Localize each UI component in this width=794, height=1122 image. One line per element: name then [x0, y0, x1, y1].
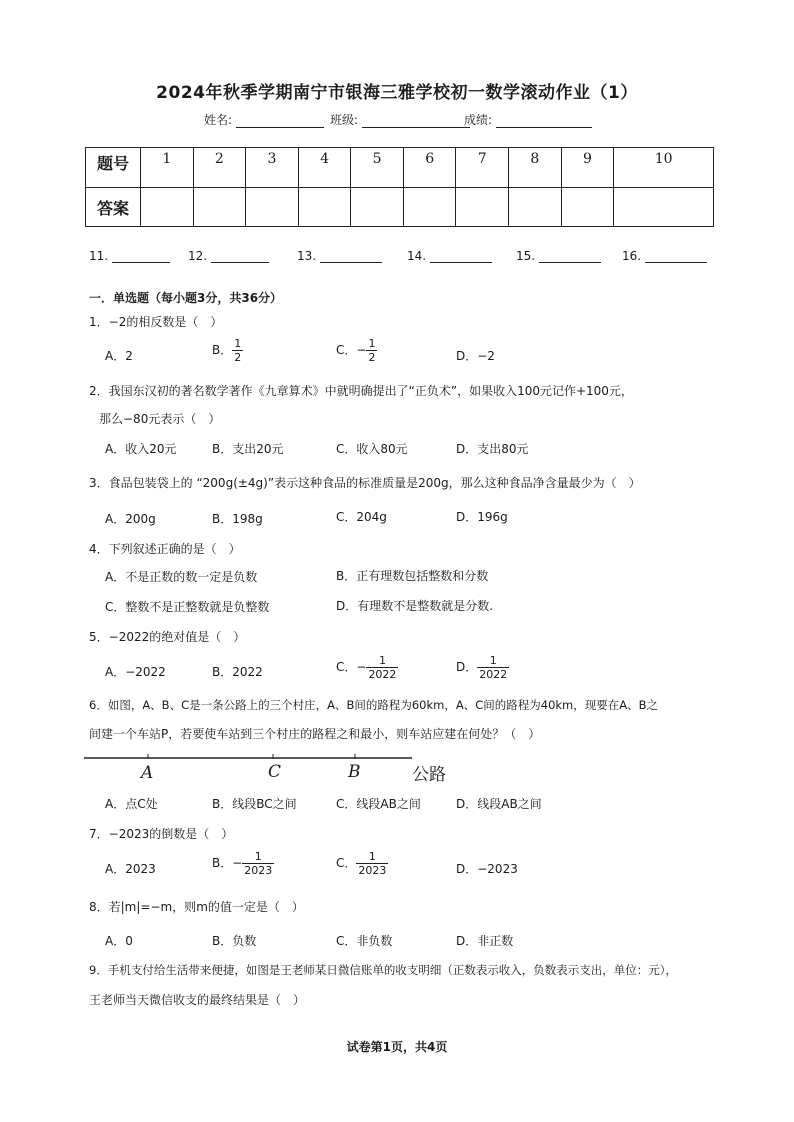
blank-16-line[interactable]: [645, 249, 707, 263]
q7-b-fraction: [242, 850, 274, 877]
number-cell: 8: [509, 148, 562, 188]
village-a-label: A: [141, 763, 154, 783]
fraction-numerator: 1: [366, 654, 398, 668]
answer-table: [85, 147, 714, 227]
q2-stem: 2．我国东汉初的著名数学著作《九章算术》中就明确提出了“正负术”，如果收入100元记作+100元，: [89, 384, 633, 398]
q5-option-b[interactable]: B．2022: [212, 665, 263, 679]
q5-d-prefix: D．: [456, 660, 478, 674]
page-footer: 试卷第1页，共4页: [346, 1040, 448, 1054]
q1-stem: 1．−2的相反数是（ ）: [89, 315, 223, 329]
q6-option-b[interactable]: B．线段BC之间: [212, 797, 297, 811]
q1-b-fraction: [232, 337, 243, 364]
q1-option-b[interactable]: [212, 337, 243, 364]
answer-cell[interactable]: [614, 188, 714, 227]
q2-option-b[interactable]: B．支出20元: [212, 442, 284, 456]
q2-option-c[interactable]: C．收入80元: [336, 442, 408, 456]
q6-stem: 6．如图，A、B、C是一条公路上的三个村庄，A、B间的路程为60km，A、C间的路程为40km，现要在A、B之: [89, 698, 658, 712]
q2-option-d[interactable]: D．支出80元: [456, 442, 529, 456]
village-c-label: C: [268, 762, 282, 782]
blank-15-label: 15.: [516, 249, 536, 263]
score-blank[interactable]: [496, 114, 592, 128]
number-cell: 4: [298, 148, 351, 188]
blank-13-line[interactable]: [320, 249, 382, 263]
q6-option-c[interactable]: C．线段AB之间: [336, 797, 421, 811]
q5-c-fraction: [366, 654, 398, 681]
blank-11[interactable]: [89, 249, 170, 263]
blank-11-label: 11.: [89, 249, 109, 263]
q8-option-a[interactable]: A．0: [105, 934, 133, 948]
q8-option-b[interactable]: B．负数: [212, 934, 257, 948]
class-blank[interactable]: [362, 114, 470, 128]
q5-option-c[interactable]: [336, 654, 398, 681]
q3-stem: 3．食品包装袋上的 “200g(±4g)”表示这种食品的标准质量是200g，那么这种食品净含量最少为（ ）: [89, 476, 641, 490]
number-cell: 5: [351, 148, 404, 188]
fraction-numerator: 1: [368, 337, 376, 350]
name-label: 姓名:: [204, 113, 233, 127]
q8-option-d[interactable]: D．非正数: [456, 934, 514, 948]
number-cell: 2: [193, 148, 246, 188]
fraction-denominator: 2023: [358, 864, 387, 877]
answer-cell[interactable]: [298, 188, 351, 227]
q8-option-c[interactable]: C．非负数: [336, 934, 393, 948]
q3-option-a[interactable]: A．200g: [105, 512, 156, 526]
q3-option-d[interactable]: D．196g: [456, 510, 508, 524]
answer-cell[interactable]: [509, 188, 562, 227]
blank-15-line[interactable]: [539, 249, 601, 263]
class-label: 班级:: [330, 113, 359, 127]
blank-11-line[interactable]: [112, 249, 170, 263]
q6-option-d[interactable]: D．线段AB之间: [456, 797, 542, 811]
name-blank[interactable]: [236, 114, 324, 128]
blank-14-line[interactable]: [430, 249, 492, 263]
fraction-numerator: 1: [234, 337, 242, 350]
q5-c-prefix: C．−: [336, 660, 367, 674]
q7-b-prefix: B．−: [212, 856, 243, 870]
page-title: 2024年秋季学期南宁市银海三雅学校初一数学滚动作业（1）: [156, 83, 638, 103]
answer-cell[interactable]: [561, 188, 614, 227]
blank-14[interactable]: [407, 249, 492, 263]
answer-cell[interactable]: [351, 188, 404, 227]
fraction-numerator: 1: [356, 850, 388, 864]
number-cell: 1: [141, 148, 194, 188]
blank-12-line[interactable]: [211, 249, 269, 263]
fraction-denominator: 2022: [368, 668, 397, 681]
q7-option-c[interactable]: [336, 850, 388, 877]
answer-cell[interactable]: [193, 188, 246, 227]
q3-option-b[interactable]: B．198g: [212, 512, 263, 526]
fraction-denominator: 2022: [479, 668, 508, 681]
q4-stem: 4．下列叙述正确的是（ ）: [89, 542, 241, 556]
fraction-denominator: 2: [234, 351, 242, 364]
q8-stem: 8．若|m|=−m，则m的值一定是（ ）: [89, 900, 304, 914]
q9-stem-line2: 王老师当天微信收支的最终结果是（ ）: [89, 993, 306, 1007]
fraction-denominator: 2023: [244, 864, 273, 877]
fraction-numerator: 1: [477, 654, 509, 668]
section-heading: 一．单选题（每小题3分，共36分）: [89, 291, 283, 305]
answer-row: [86, 188, 714, 227]
q1-c-fraction: [366, 337, 377, 364]
q5-option-d[interactable]: [456, 654, 509, 681]
q4-option-c[interactable]: C．整数不是正整数就是负整数: [105, 600, 270, 614]
score-label: 成绩:: [464, 113, 493, 127]
q9-stem: 9．手机支付给生活带来便捷，如图是王老师某日微信账单的收支明细（正数表示收入，负数表示支出，单位：元），: [89, 963, 678, 977]
number-cell: 3: [246, 148, 299, 188]
blank-15[interactable]: [516, 249, 601, 263]
q4-option-d[interactable]: D．有理数不是整数就是分数.: [336, 599, 494, 613]
q5-stem: 5．−2022的绝对值是（ ）: [89, 630, 246, 644]
village-b-label: B: [348, 762, 361, 782]
number-cell: 9: [561, 148, 614, 188]
number-row: [86, 148, 714, 188]
blank-16[interactable]: [622, 249, 707, 263]
answer-cell[interactable]: [246, 188, 299, 227]
blank-14-label: 14.: [407, 249, 427, 263]
q4-option-a[interactable]: A．不是正数的数一定是负数: [105, 570, 258, 584]
q7-option-b[interactable]: [212, 850, 274, 877]
q1-option-c[interactable]: [336, 337, 377, 364]
q1-option-a[interactable]: A．2: [105, 349, 133, 363]
answer-cell[interactable]: [456, 188, 509, 227]
name-field[interactable]: [204, 111, 324, 128]
q1-c-prefix: C．−: [336, 343, 367, 357]
score-field[interactable]: [464, 111, 592, 128]
q1-b-prefix: B．: [212, 343, 233, 357]
blank-12-label: 12.: [188, 249, 208, 263]
answer-cell[interactable]: [403, 188, 456, 227]
class-field[interactable]: [330, 111, 470, 128]
number-cell: 7: [456, 148, 509, 188]
number-cell: 6: [403, 148, 456, 188]
q1-option-d[interactable]: D．−2: [456, 349, 495, 363]
q4-option-b[interactable]: B．正有理数包括整数和分数: [336, 569, 489, 583]
q3-option-c[interactable]: C．204g: [336, 510, 387, 524]
q7-c-prefix: C．: [336, 856, 357, 870]
q7-option-a[interactable]: A．2023: [105, 862, 156, 876]
q5-d-fraction: [477, 654, 509, 681]
q7-option-d[interactable]: D．−2023: [456, 862, 518, 876]
q6-stem-line2: 间建一个车站P，若要使车站到三个村庄的路程之和最小，则车站应建在何处？（ ）: [89, 727, 541, 741]
road-figure: [84, 750, 414, 770]
number-row-header: 题号: [86, 148, 141, 188]
q2-option-a[interactable]: A．收入20元: [105, 442, 177, 456]
blank-13[interactable]: [297, 249, 382, 263]
answer-cell[interactable]: [141, 188, 194, 227]
q6-option-a[interactable]: A．点C处: [105, 797, 158, 811]
fraction-denominator: 2: [368, 351, 376, 364]
answer-row-header: 答案: [86, 188, 141, 227]
fraction-numerator: 1: [242, 850, 274, 864]
q5-option-a[interactable]: A．−2022: [105, 665, 166, 679]
q7-c-fraction: [356, 850, 388, 877]
number-cell: 10: [614, 148, 714, 188]
q2-stem-line2: 那么−80元表示（ ）: [99, 412, 221, 426]
blank-16-label: 16.: [622, 249, 642, 263]
q7-stem: 7．−2023的倒数是（ ）: [89, 827, 234, 841]
blank-13-label: 13.: [297, 249, 317, 263]
blank-12[interactable]: [188, 249, 269, 263]
road-label: 公路: [412, 765, 446, 785]
